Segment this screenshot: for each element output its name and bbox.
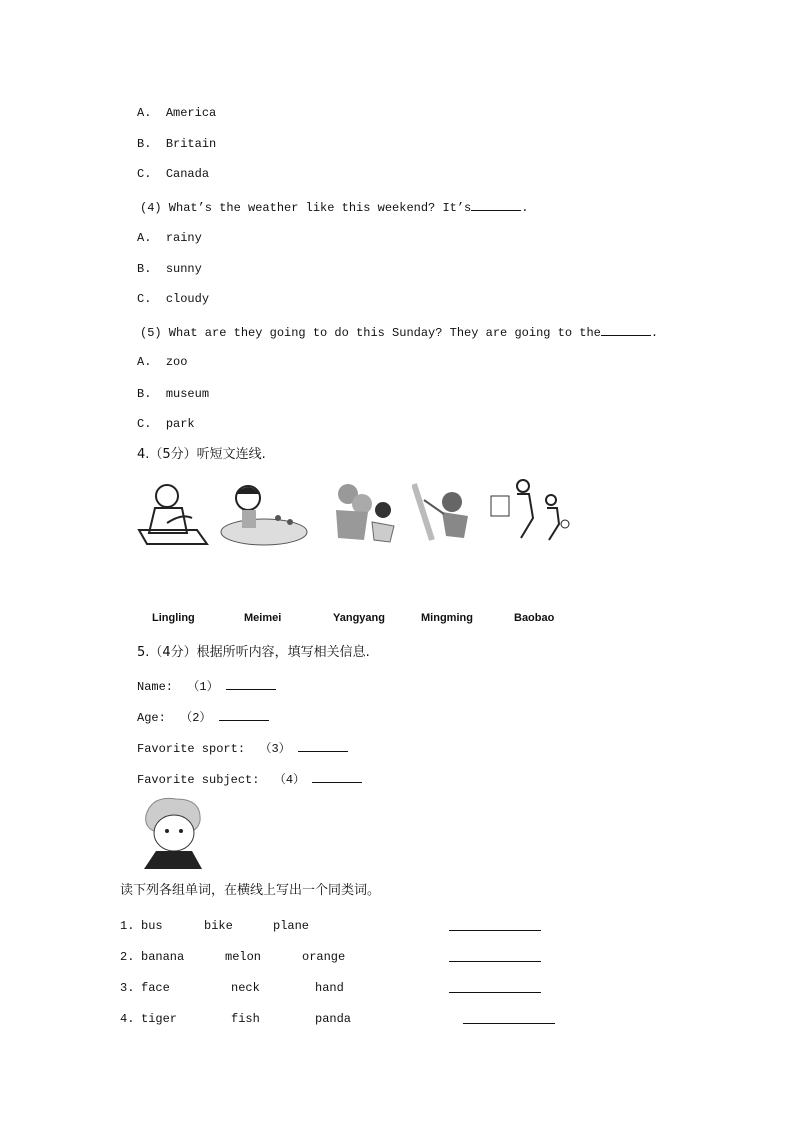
word: panda — [315, 1012, 352, 1026]
boy-portrait-image — [142, 795, 206, 871]
boy-climbing-image — [412, 480, 474, 546]
girl-reading-image — [137, 478, 209, 550]
word: hand — [315, 981, 344, 995]
name-meimei: Meimei — [244, 612, 282, 624]
option-a: A. America — [137, 106, 217, 120]
girl-planting-image — [220, 480, 308, 548]
option-b: B. museum — [137, 387, 210, 401]
option-b: B. sunny — [137, 262, 202, 276]
answer-line-4[interactable] — [463, 1023, 555, 1024]
answer-line-3[interactable] — [449, 992, 541, 993]
word: fish — [231, 1012, 260, 1026]
word: neck — [231, 981, 260, 995]
option-a: A. zoo — [137, 355, 188, 369]
option-c: C. cloudy — [137, 292, 210, 306]
word: melon — [225, 950, 262, 964]
word-row-3: 3. — [120, 981, 135, 995]
answer-line-1[interactable] — [449, 930, 541, 931]
name-mingming: Mingming — [421, 612, 473, 624]
field-age: Age: （2） — [137, 708, 269, 726]
word-row-1: 1. — [120, 919, 135, 933]
family-hug-image — [328, 482, 398, 546]
option-b: B. Britain — [137, 137, 217, 151]
section-6-title: 读下列各组单词，在横线上写出一个同类词。 — [120, 883, 381, 898]
question-5: (5) What are they going to do this Sunday? They are going to the . — [140, 323, 658, 341]
word: banana — [141, 950, 185, 964]
name-baobao: Baobao — [514, 612, 555, 624]
option-c: C. park — [137, 417, 195, 431]
word: bus — [141, 919, 163, 933]
word: face — [141, 981, 170, 995]
name-yangyang: Yangyang — [333, 612, 385, 624]
word: orange — [302, 950, 346, 964]
field-subject: Favorite subject: （4） — [137, 770, 362, 788]
section-5-title: 5.（4分）根据所听内容，填写相关信息. — [137, 645, 370, 660]
question-4: (4) What’s the weather like this weekend? It’s . — [140, 198, 528, 216]
name-lingling: Lingling — [152, 612, 195, 624]
basketball-image — [489, 478, 571, 544]
word-row-2: 2. — [120, 950, 135, 964]
option-a: A. rainy — [137, 231, 202, 245]
option-c: C. Canada — [137, 167, 210, 181]
field-name: Name: （1） — [137, 677, 276, 695]
answer-line-2[interactable] — [449, 961, 541, 962]
word: tiger — [141, 1012, 178, 1026]
field-sport: Favorite sport: （3） — [137, 739, 348, 757]
word-row-4: 4. — [120, 1012, 135, 1026]
word: bike — [204, 919, 233, 933]
section-4-title: 4.（5分）听短文连线. — [137, 447, 266, 462]
word: plane — [273, 919, 310, 933]
